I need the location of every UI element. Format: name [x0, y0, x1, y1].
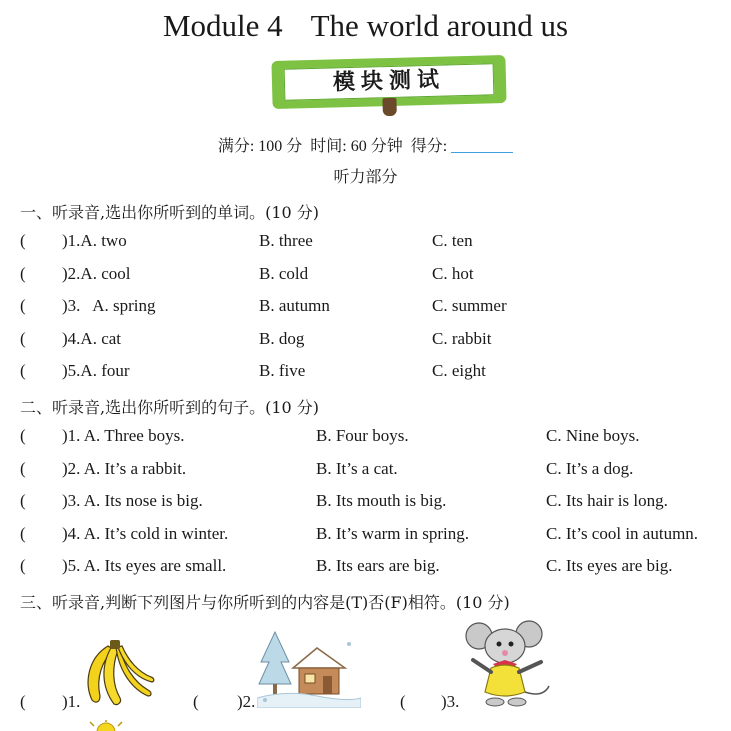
part1-option-b-4: B. dog [259, 328, 305, 348]
part2-answer-blank-3[interactable]: ( [20, 491, 26, 510]
part2-option-c-2: C. It’s a dog. [546, 458, 634, 478]
part2-answer-blank-1[interactable]: ( [20, 426, 26, 445]
part2-option-c-4: C. It’s cool in autumn. [546, 523, 699, 543]
sun-picture-partial [86, 720, 126, 731]
part2-option-b-2: B. It’s a cat. [316, 458, 398, 478]
part2-option-a-4: )4. A. It’s cold in winter. [62, 523, 229, 543]
part2-heading [20, 395, 319, 418]
part3-heading-text: 三、听录音,判断下列图片与你所听到的内容是(T)否(F)相符。(10 分) [20, 593, 510, 612]
part2-option-b-4: B. It’s warm in spring. [316, 523, 469, 543]
part2-option-a-5: )5. A. Its eyes are small. [62, 556, 227, 575]
part3-open-paren-2[interactable]: ( [193, 692, 199, 711]
part1-heading [20, 200, 319, 223]
part2-option-c-3: C. Its hair is long. [546, 491, 668, 510]
part3-item-3-number: )3. [441, 692, 460, 711]
module-number: Module 4 [162, 8, 283, 43]
part1-answer-blank-2[interactable]: ( [20, 263, 26, 283]
part1-option-c-2: C. hot [432, 263, 474, 283]
part2-option-c-1: C. Nine boys. [546, 426, 640, 445]
part1-option-a-5: )5.A. four [62, 361, 130, 380]
section-label: 听力部分 [333, 167, 398, 186]
part1-option-b-1: B. three [259, 231, 313, 250]
part1-option-c-5: C. eight [432, 361, 486, 380]
part2-answer-blank-2[interactable]: ( [20, 458, 26, 478]
part1-heading-text: 一、听录音,选出你所听到的单词。(10 分) [20, 203, 320, 222]
part3-heading [20, 590, 510, 613]
part1-option-a-3: )3. A. spring [62, 296, 156, 315]
part1-option-c-1: C. ten [432, 231, 473, 250]
part2-option-a-1: )1. A. Three boys. [62, 426, 185, 445]
page-title [0, 8, 731, 44]
clip-icon [382, 98, 396, 116]
part2-heading-text: 二、听录音,选出你所听到的句子。(10 分) [20, 398, 320, 417]
module-test-badge [271, 55, 506, 109]
part2-option-c-5: C. Its eyes are big. [546, 556, 673, 575]
part1-option-a-2: )2.A. cool [62, 263, 131, 283]
part1-option-b-5: B. five [259, 361, 306, 380]
part2-option-b-1: B. Four boys. [316, 426, 409, 445]
part2-answer-blank-4[interactable]: ( [20, 523, 26, 543]
part2-option-b-3: B. Its mouth is big. [316, 491, 447, 510]
part1-option-b-2: B. cold [259, 263, 309, 283]
part2-answer-blank-5[interactable]: ( [20, 556, 26, 575]
mouse-picture [463, 616, 559, 712]
part3-open-paren-1[interactable]: ( [20, 692, 26, 711]
part1-option-c-3: C. summer [432, 296, 507, 315]
badge-label: 模块测试 [284, 63, 495, 100]
part3-item-2-number: )2. [237, 692, 256, 711]
part1-answer-blank-4[interactable]: ( [20, 328, 26, 348]
exam-meta-text: 满分: 100 分 时间: 60 分钟 得分: [217, 138, 448, 155]
part1-option-a-4: )4.A. cat [62, 328, 122, 348]
module-topic: The world around us [310, 8, 569, 43]
part2-option-a-3: )3. A. Its nose is big. [62, 491, 203, 510]
part1-option-c-4: C. rabbit [432, 328, 492, 348]
part3-item-1-number: )1. [62, 692, 81, 711]
score-blank[interactable] [451, 138, 513, 153]
banana-picture [78, 638, 158, 710]
part2-option-b-5: B. Its ears are big. [316, 556, 440, 575]
part2-option-a-2: )2. A. It’s a rabbit. [62, 458, 187, 478]
snowy-cabin-picture [257, 628, 361, 708]
part1-answer-blank-1[interactable]: ( [20, 231, 26, 250]
part1-option-b-3: B. autumn [259, 296, 330, 315]
part3-open-paren-3[interactable]: ( [400, 692, 406, 711]
part1-option-a-1: )1.A. two [62, 231, 127, 250]
part1-answer-blank-3[interactable]: ( [20, 296, 26, 315]
exam-meta [0, 133, 731, 156]
part1-answer-blank-5[interactable]: ( [20, 361, 26, 380]
